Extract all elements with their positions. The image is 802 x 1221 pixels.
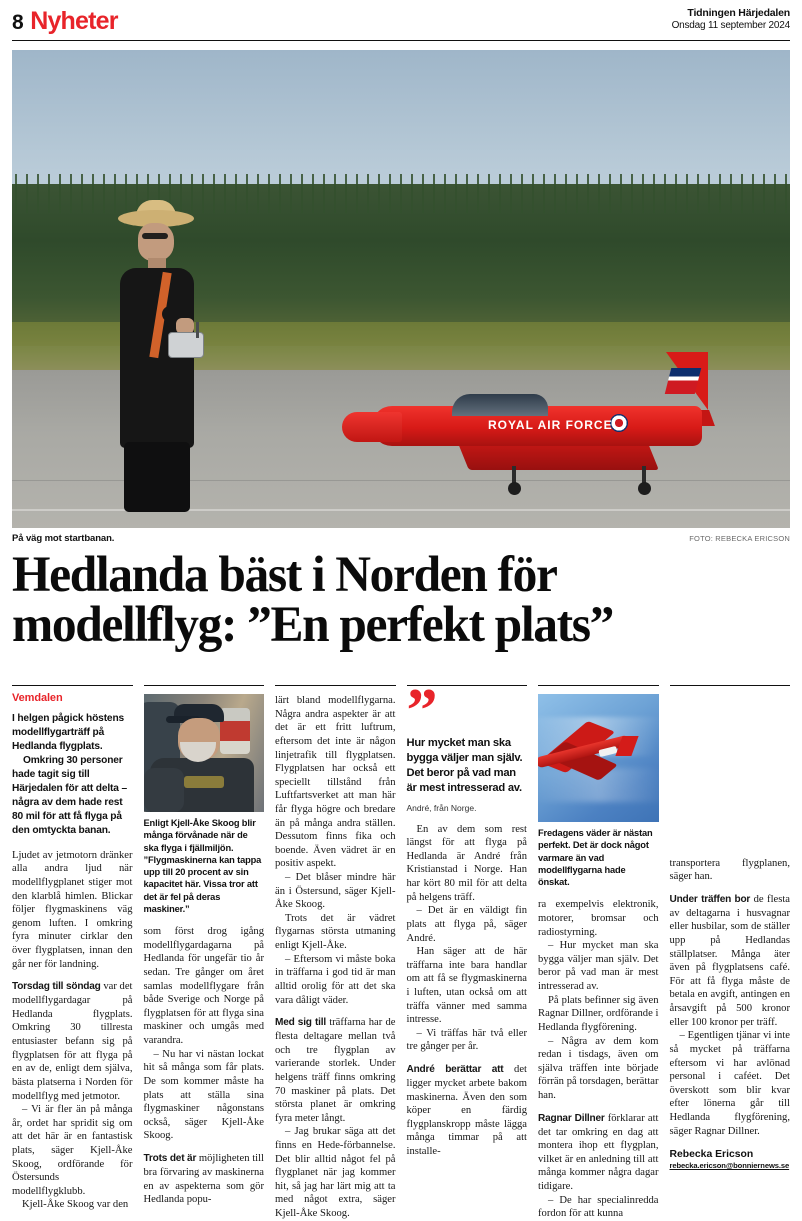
masthead-divider: [12, 40, 790, 41]
paragraph: – Några av dem kom redan i tisdags, även om själva träffen inte började förrän på torsdagen, berättar han.: [538, 1035, 659, 1101]
sky-photo-caption: Fredagens väder är nästan perfekt. Det är dock något varmare än vad modellflygarna hade önskat.: [538, 828, 653, 888]
column-1: [12, 685, 133, 1221]
paragraph: Trots det är vädret flygarnas största utmaning enligt Kjell-Åke.: [275, 912, 396, 952]
paragraph: – Vi är fler än på många år, ordet har spridit sig om att det här är en fantastisk plats, säger Kjell-Åke Skoog, ordförande för Östersunds modellflygklubb.: [12, 1104, 133, 1197]
column-3: [275, 685, 396, 1221]
hero-caption-row: [12, 528, 790, 544]
paragraph: – Vi träffas här två eller tre gånger per år.: [406, 1027, 527, 1053]
paragraph-lead-in: Torsdag till söndag: [12, 981, 101, 993]
model-jet-in-flight: [538, 728, 637, 784]
paragraph-lead-in: Trots det är: [143, 1152, 197, 1164]
paragraph-text: förklarar att det tar omkring en dag att montera ihop ett flygplan, vilket är en anledning till att många kommer några dagar tidigare.: [538, 1112, 659, 1192]
shirt-logo: [184, 776, 224, 788]
article-lead: [12, 712, 133, 838]
paragraph: – De har specialinredda fordon för att kunna: [538, 1194, 659, 1220]
article-columns: [12, 677, 790, 1221]
masthead: [12, 0, 790, 37]
paragraph: [12, 980, 133, 1103]
paragraph-text: möjligheten till bra förvaring av maskinerna en av aspekterna som gör Hedlanda popu-: [143, 1152, 264, 1206]
jet-canopy: [452, 394, 548, 416]
column-4: [406, 677, 528, 1221]
paragraph-text: träffarna har de flesta deltagare mellan två och tre flygplan av varierande storlek. Under helgens träff finns omkring 70 maskiner på plats. Det största planet är omkring fyra meter långt.: [275, 1017, 396, 1124]
raf-roundel-icon: [610, 414, 628, 432]
paragraph: [538, 1112, 659, 1194]
caption-spacer: [670, 822, 791, 847]
pull-quote: [406, 677, 528, 813]
head: [138, 223, 174, 261]
byline-email[interactable]: rebecka.ericson@bonniernews.se: [669, 1161, 790, 1171]
hero-photo-credit: FOTO: REBECKA ERICSON: [689, 534, 790, 543]
column-divider: [670, 685, 791, 686]
jet-livery-text: ROYAL AIR FORCE: [488, 418, 613, 432]
antenna: [196, 322, 199, 338]
headline-line-2: modellflyg: ”En perfekt plats”: [12, 596, 613, 653]
headline-line-1: Hedlanda bäst i Norden för: [12, 547, 557, 603]
sunglasses: [142, 233, 168, 239]
page-title: [12, 547, 730, 653]
paragraph: – Jag brukar säga att det finns en Hede-förbannelse. Det blir alltid något fel på flygplanet när jag kommer hit, så jag har lärt mig att ta med något extra, säger Kjell-Åke Skoog.: [275, 1126, 396, 1219]
wheel-front: [508, 482, 521, 495]
paragraph: – Eftersom vi måste boka in träffarna i god tid är man alltid orolig för att det ska vara dåligt väder.: [275, 953, 396, 1006]
publication-date: Onsdag 11 september 2024: [671, 20, 790, 32]
photo-tree-tops: [12, 174, 790, 212]
paragraph: lärt bland modellflygarna. Några andra aspekter är att det är ett fritt luftrum, eftersom det inte är någon linjetrafik till flygplatsen. Flygplatsen har också ett speciellt tillstånd från Luftfartsverket att man här får flyga högre och bredare än på många andra ställen. Dessutom finns fika och boende. Även vädret är en positiv aspekt.: [275, 695, 396, 870]
jet-nose: [342, 412, 402, 442]
paragraph: [144, 1152, 265, 1207]
paragraph: ra exempelvis elektronik, motorer, bromsar och radiostyrning.: [538, 899, 659, 938]
paragraph-text: de flesta av deltagarna i husvagnar eller husbilar, som de ställer upp på Hedlandas ställplatser. Många äter även på flygplatsens café. För att få flyga måste de betala en avgift, antingen en årsavgift på 500 kronor eller 100 kronor per träff.: [669, 893, 790, 1028]
paragraph: – Egentligen tjänar vi inte så mycket på träffarna eftersom vi har avlönad personal i caféet. Det överskott som blir kvar efter lönerna går till Hedlanda flygförening, säger Ragnar Dillner.: [669, 1030, 790, 1137]
pull-quote-attribution: André, från Norge.: [406, 802, 477, 813]
paragraph: – Nu har vi nästan lockat hit så många som får plats. De som kommer måste ha plats att ställa sina flygmaskiner någonstans också, säger Kjell-Åke Skoog.: [143, 1048, 264, 1142]
column-6: [670, 685, 791, 1221]
lead-sentence-2: Omkring 30 personer hade tagit sig till Härjedalen för att delta – några av dem hade rest 80 mil för att få flyga på den omtyckta banan.: [12, 755, 127, 836]
paragraph-lead-in: Ragnar Dillner: [538, 1112, 605, 1124]
wheel-rear: [638, 482, 651, 495]
paragraph: På plats befinner sig även Ragnar Dillner, ordförande i Hedlanda flygförening.: [538, 994, 659, 1033]
paragraph: [670, 893, 791, 1029]
hero-photo: [12, 50, 790, 528]
paragraph-text: det ligger mycket arbete bakom maskinerna. Även den som köper en färdig flygplanskropp måste lägga många timmar på att installe-: [406, 1064, 527, 1158]
photo-pilot-figure: [112, 210, 210, 510]
byline-author: Rebecka Ericson: [669, 1149, 754, 1161]
paragraph: – Det är en väldigt fin plats att flyga på, säger André.: [406, 905, 527, 944]
legs: [124, 442, 190, 512]
paragraph-lead-in: André berättar att: [406, 1064, 504, 1076]
vehicle-taillight: [220, 708, 250, 754]
column-divider: [538, 685, 659, 686]
column-divider: [144, 685, 265, 686]
photo-spacer: [670, 694, 791, 822]
article-kicker: Vemdalen: [12, 685, 133, 704]
masthead-left: [12, 7, 118, 36]
quote-mark-icon: ”: [406, 677, 435, 746]
paragraph-lead-in: Med sig till: [275, 1017, 326, 1029]
paragraph: Han säger att de här träffarna inte bara handlar om att få se flygmaskinerna i luften, utan också om att träffa vänner med samma intresse.: [406, 946, 527, 1026]
sky-flight-photo: [538, 694, 659, 822]
column-divider: [275, 685, 396, 686]
paragraph-lead-in: Under träffen bor: [669, 893, 751, 905]
portrait-photo-caption: Enligt Kjell-Åke Skoog blir många förvånade när de ska flyga i fjällmiljön. ”Flygmaskinerna kan tappa upp till 20 procent av sin kapacitet här. Vissa tror att det är fel på deras maskiner.”: [143, 818, 262, 914]
paragraph: som först drog igång modellflygardagarna på Hedlanda för ungefär tio år sedan. Tre gånger om året samlas modellflygare från både Sverige och Norge på flygplatsen för att flyga sina maskiner och umgås med varandra.: [143, 926, 264, 1047]
paragraph: transportera flygplanen, säger han.: [669, 857, 790, 883]
portrait-photo: [144, 694, 265, 812]
paragraph: [407, 1063, 528, 1159]
paragraph: [275, 1016, 396, 1125]
paragraph: – Hur mycket man ska bygga väljer man själv. Det beror på vad man är mest intresserad av.: [538, 940, 659, 993]
pull-quote-text: Hur mycket man ska bygga väljer man själv. Det beror på vad man är mest intresserad av.: [406, 737, 523, 794]
column-5: [538, 685, 659, 1221]
page-number: 8: [12, 11, 24, 34]
paragraph: Ljudet av jetmotorn dränker alla andra ljud när modellflygplanet stiger mot den klarblå himlen. Blickar följer flygmaskinens väg genom luften. I omkring fyra minuter cirklar den över flygplatsen, innan den går ner för landning.: [12, 849, 133, 970]
photo-model-jet: [342, 354, 742, 504]
paragraph: Kjell-Åke Skoog var den: [22, 1199, 129, 1211]
masthead-right: [672, 7, 790, 33]
hero-caption: På väg mot startbanan.: [12, 533, 115, 544]
paragraph-text: var det modellflygardagar på Hedlanda flygplats. Omkring 30 tillresta entusiaster befann sig på flygplatsen för att flyga på en av de, enligt dem själva, bästa platserna i Norden för modellflyg med jetmotor.: [12, 981, 133, 1102]
section-title: Nyheter: [30, 7, 118, 35]
lead-sentence-1: I helgen pågick höstens modellflygarträff på Hedlanda flygplats.: [12, 713, 125, 753]
arm: [144, 768, 184, 812]
paper-title: Tidningen Härjedalen: [687, 7, 790, 19]
column-2: [144, 685, 265, 1221]
paragraph: En av dem som rest längst för att flyga på Hedlanda är André från Kristianstad i Norge. Han har kört 80 mil för att delta på helgens träff.: [406, 823, 527, 903]
paragraph: – Det blåser mindre här än i Östersund, säger Kjell-Åke Skoog.: [275, 872, 396, 911]
